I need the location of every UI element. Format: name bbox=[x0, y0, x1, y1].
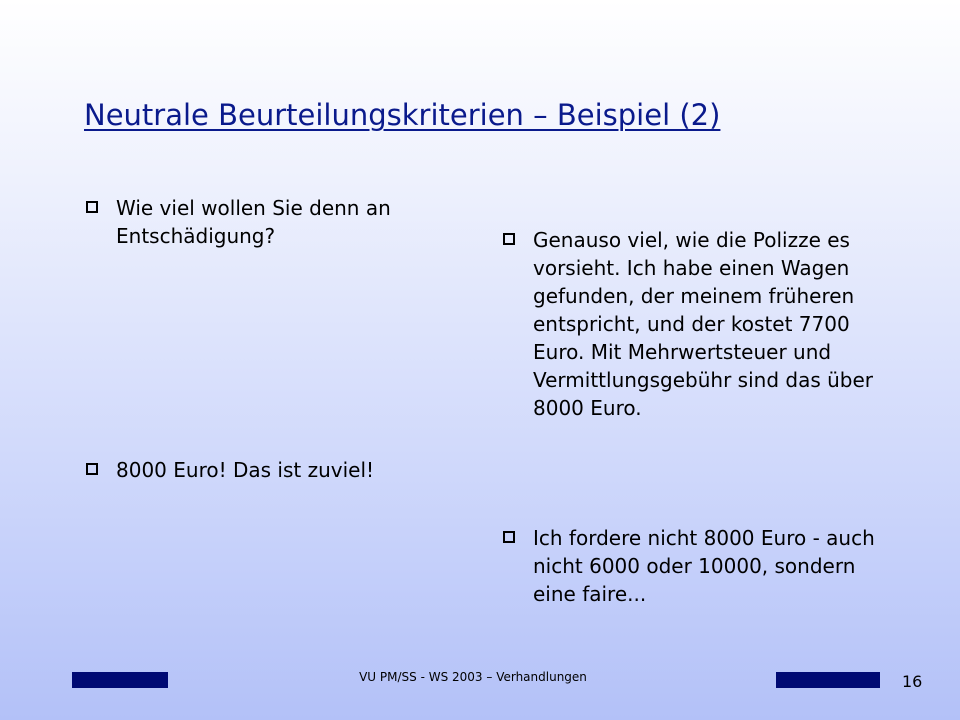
square-bullet-icon bbox=[86, 201, 98, 213]
footer-bar-right bbox=[776, 672, 880, 688]
bullet-text: Wie viel wollen Sie denn an Entschädigung? bbox=[116, 196, 391, 248]
bullet-item-right-2 bbox=[503, 524, 883, 608]
bullet-item-left-2 bbox=[86, 456, 466, 484]
page-number: 16 bbox=[902, 672, 923, 691]
bullet-text: Ich fordere nicht 8000 Euro - auch nicht 6000 oder 10000, sondern eine faire... bbox=[533, 526, 875, 606]
bullet-text: Genauso viel, wie die Polizze es vorsieht. Ich habe einen Wagen gefunden, der meinem früheren entspricht, und der kostet 7700 Euro. Mit Mehrwertsteuer und Vermittlungsgebühr sind das über 8000 Euro. bbox=[533, 228, 874, 420]
footer-text: VU PM/SS - WS 2003 – Verhandlungen bbox=[359, 670, 587, 684]
square-bullet-icon bbox=[503, 531, 515, 543]
bullet-item-left-1 bbox=[86, 194, 466, 250]
bullet-text: 8000 Euro! Das ist zuviel! bbox=[116, 458, 375, 482]
square-bullet-icon bbox=[86, 463, 98, 475]
slide-title: Neutrale Beurteilungskriterien – Beispiel (2) bbox=[84, 98, 721, 132]
square-bullet-icon bbox=[503, 233, 515, 245]
bullet-item-right-1 bbox=[503, 226, 883, 422]
